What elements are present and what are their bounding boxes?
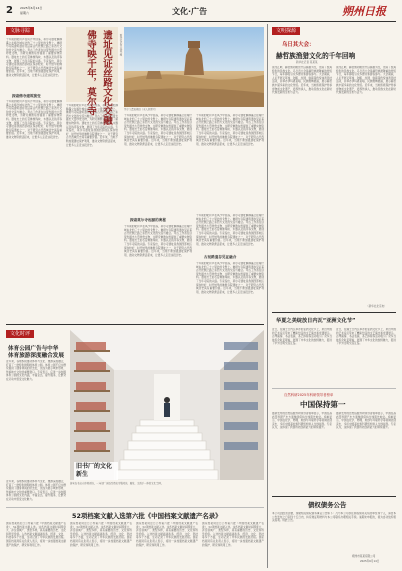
subhead-middle-2: 古丝路遗存见证融合 xyxy=(204,255,237,259)
ruins-photo-caption: 莫尔寺遗址佛塔（无人机照片） xyxy=(124,108,158,111)
bookstore-staircase-image xyxy=(70,330,264,480)
notice-text: 本公司因经营需要，现就相关债权债务事宜公告如下：凡与本公司存在债权债务关系的单位和个人，请自本公告发布之日起四十五日内，持有效证明材料与本公司联系办理相关手续。逾期未申报的，视为自动放弃相关权利。特此公告。 xyxy=(272,512,396,523)
issue-date: 2025年6月14日 xyxy=(20,6,43,10)
feature-headline-col1: 遗址见证丝路文化交融 xyxy=(101,30,112,125)
right-mid-headline: 华夏之美绽放日内瓦“亚洲文化节” xyxy=(276,318,356,324)
right-lower-kicker: 自然科研2025年科研领导者榜单 xyxy=(284,393,334,397)
section-tag-left-bottom: 文化时评 xyxy=(6,330,34,338)
left-bottom-headline-2: 体育旅游深度融合发展 xyxy=(8,353,64,359)
library-photo xyxy=(70,330,264,480)
left-bottom-headline-1: 体育公园广告与中华 xyxy=(8,346,59,352)
notice-signature: 朔州市某某有限公司 xyxy=(352,555,376,558)
right-lower-headline: 中国保持第一 xyxy=(300,400,346,409)
library-photo-caption: 游客在书店内参观阅读，一座旧厂房经改造成为集阅读、展览、文创于一体的文化空间。 xyxy=(70,482,164,485)
subhead-middle-1: 探索莫尔寺起源的奥秘 xyxy=(130,218,166,222)
header-rule xyxy=(6,21,396,22)
left-bottom-text-2: 近年来，各地积极推动体育与文化、旅游深度融合，打造了一批特色鲜明的体育公园。体育公园不仅为群众提供了健身休闲的好去处，也成为展示城市形象、传承地方文化的重要窗口。专家表示，应进一步挖掘体育公园的文化内涵，丰富业态，提升服务，让群众在运动中感受文化魅力。 xyxy=(6,480,66,501)
newspaper-logo: 朔州日报 xyxy=(342,5,386,18)
page-header xyxy=(0,0,402,22)
middle-column-text-2: 千年前的驼铃声在风沙中回荡，莫尔寺遗址静静矗立在喀什城东北约三十公里处的戈壁上。佛塔与寺院建筑遗存见证着古代丝绸之路上东西方文化的交流与融合。考古工作者在这里发掘出大量珍贵文物，为研究佛教东传提供了重要实物资料。遗址出土的石膏佛像残块、木器以及钱币等文物，展现了当年寺院的兴盛。专家指出，莫尔寺遗址是我国西部地区保存较好、时代较早的佛教寺院遗址之一，对于研究古代西域历史具有重要价值。近年来，当地不断加强遗址保护利用，推动文物资源活起来，让更多人走近这段历史。 xyxy=(196,114,264,146)
bottom-article-text-3: 国家档案局近日公布第六批《中国档案文献遗产名录》，52项档案文献入选。这些档案文献时间跨度大、涉及领域广、类型多样，具有重要的历史、文化和科学价值。入选档案文献涵盖政务、经济、文化、科技等多个方面，生动记录了中华民族的发展历程。国家档案局有关负责人表示，将进一步加强档案文献遗产的保护、研究和利用工作。 xyxy=(136,522,198,547)
right-divider-2 xyxy=(272,388,396,389)
right-top-text-1: 黑龙江畔，赫哲族同胞世代以渔猎为生，创造了独具特色的民族文化。乌日贡大会是赫哲族最隆重的传统节日，每年都吸引众多群众和游客参与。大会期间，人们开展叉草球、划船、拉网、射箭等传统体育竞技活动，并举办伊玛堪说唱、民族歌舞展演，展示赫哲族丰富多彩的文化传统。近年来，当地积极保护传承非物质文化遗产，培养传承人，推动民族文化在新时代焕发新的生机与活力。 xyxy=(272,66,332,95)
left-section-divider xyxy=(6,324,264,325)
ruins-photo xyxy=(124,27,264,107)
subhead-left-1: 探索佛寺建筑演变 xyxy=(12,94,41,98)
left-column-text-2: 千年前的驼铃声在风沙中回荡，莫尔寺遗址静静矗立在喀什城东北约三十公里处的戈壁上。佛塔与寺院建筑遗存见证着古代丝绸之路上东西方文化的交流与融合。考古工作者在这里发掘出大量珍贵文物，为研究佛教东传提供了重要实物资料。遗址出土的石膏佛像残块、木器以及钱币等文物，展现了当年寺院的兴盛。专家指出，莫尔寺遗址是我国西部地区保存较好、时代较早的佛教寺院遗址之一，对于研究古代西域历史具有重要价值。近年来，当地不断加强遗址保护利用，推动文物资源活起来，让更多人走近这段历史。 xyxy=(6,100,62,139)
middle-column-text-1: 千年前的驼铃声在风沙中回荡，莫尔寺遗址静静矗立在喀什城东北约三十公里处的戈壁上。佛塔与寺院建筑遗存见证着古代丝绸之路上东西方文化的交流与融合。考古工作者在这里发掘出大量珍贵文物，为研究佛教东传提供了重要实物资料。遗址出土的石膏佛像残块、木器以及钱币等文物，展现了当年寺院的兴盛。专家指出，莫尔寺遗址是我国西部地区保存较好、时代较早的佛教寺院遗址之一，对于研究古代西域历史具有重要价值。近年来，当地不断加强遗址保护利用，推动文物资源活起来，让更多人走近这段历史。 xyxy=(124,114,192,146)
right-top-byline: 新华社记者 某某某 xyxy=(296,61,318,64)
feature-headline-col2: 佛寺映千年，莫尔寺 xyxy=(85,30,96,116)
right-top-headline-2: 赫哲族渔猎文化的千年回响 xyxy=(276,52,356,60)
left-column-text: 千年前的驼铃声在风沙中回荡，莫尔寺遗址静静矗立在喀什城东北约三十公里处的戈壁上。佛塔与寺院建筑遗存见证着古代丝绸之路上东西方文化的交流与融合。考古工作者在这里发掘出大量珍贵文物，为研究佛教东传提供了重要实物资料。遗址出土的石膏佛像残块、木器以及钱币等文物，展现了当年寺院的兴盛。专家指出，莫尔寺遗址是我国西部地区保存较好、时代较早的佛教寺院遗址之一，对于研究古代西域历史具有重要价值。近年来，当地不断加强遗址保护利用，推动文物资源活起来，让更多人走近这段历史。 xyxy=(6,38,62,77)
library-photo-title: 旧书厂的文化新生 xyxy=(74,462,118,480)
desert-ruins-image xyxy=(124,27,264,107)
right-divider-3 xyxy=(272,496,396,497)
section-title: 文化·广告 xyxy=(172,7,208,16)
right-divider-1 xyxy=(272,312,396,313)
bottom-article-headline: 52项档案文献入选第六批《中国档案文献遗产名录》 xyxy=(72,512,222,520)
notice-headline: 债权债务公告 xyxy=(308,501,347,509)
middle-column-text-5: 千年前的驼铃声在风沙中回荡，莫尔寺遗址静静矗立在喀什城东北约三十公里处的戈壁上。佛塔与寺院建筑遗存见证着古代丝绸之路上东西方文化的交流与融合。考古工作者在这里发掘出大量珍贵文物，为研究佛教东传提供了重要实物资料。遗址出土的石膏佛像残块、木器以及钱币等文物，展现了当年寺院的兴盛。专家指出，莫尔寺遗址是我国西部地区保存较好、时代较早的佛教寺院遗址之一，对于研究古代西域历史具有重要价值。近年来，当地不断加强遗址保护利用，推动文物资源活起来，让更多人走近这段历史。 xyxy=(196,262,264,294)
right-top-text-2: 黑龙江畔，赫哲族同胞世代以渔猎为生，创造了独具特色的民族文化。乌日贡大会是赫哲族最隆重的传统节日，每年都吸引众多群众和游客参与。大会期间，人们开展叉草球、划船、拉网、射箭等传统体育竞技活动，并举办伊玛堪说唱、民族歌舞展演，展示赫哲族丰富多彩的文化传统。近年来，当地积极保护传承非物质文化遗产，培养传承人，推动民族文化在新时代焕发新的生机与活力。 xyxy=(336,66,396,95)
middle-column-text-4: 千年前的驼铃声在风沙中回荡，莫尔寺遗址静静矗立在喀什城东北约三十公里处的戈壁上。佛塔与寺院建筑遗存见证着古代丝绸之路上东西方文化的交流与融合。考古工作者在这里发掘出大量珍贵文物，为研究佛教东传提供了重要实物资料。遗址出土的石膏佛像残块、木器以及钱币等文物，展现了当年寺院的兴盛。专家指出，莫尔寺遗址是我国西部地区保存较好、时代较早的佛教寺院遗址之一，对于研究古代西域历史具有重要价值。近年来，当地不断加强遗址保护利用，推动文物资源活起来，让更多人走近这段历史。 xyxy=(196,214,264,246)
notice-date: 2025年6月14日 xyxy=(360,560,380,563)
right-top-source: （新华社北京电） xyxy=(366,305,387,308)
bottom-article-divider xyxy=(6,507,264,508)
bottom-article-text-2: 国家档案局近日公布第六批《中国档案文献遗产名录》，52项档案文献入选。这些档案文献时间跨度大、涉及领域广、类型多样，具有重要的历史、文化和科学价值。入选档案文献涵盖政务、经济、文化、科技等多个方面，生动记录了中华民族的发展历程。国家档案局有关负责人表示，将进一步加强档案文献遗产的保护、研究和利用工作。 xyxy=(70,522,132,547)
left-bottom-text-1: 近年来，各地积极推动体育与文化、旅游深度融合，打造了一批特色鲜明的体育公园。体育公园不仅为群众提供了健身休闲的好去处，也成为展示城市形象、传承地方文化的重要窗口。专家表示，应进一步挖掘体育公园的文化内涵，丰富业态，提升服务，让群众在运动中感受文化魅力。 xyxy=(6,360,66,381)
page-number: 2 xyxy=(6,5,13,16)
right-lower-text-1: 最新发布的自然指数科研领导者榜单显示，中国在高质量科研产出方面继续保持全球领先地位。榜单显示，中国在化学、物理、地球与环境科学等领域表现突出，多所中国高校和科研机构进入全球前列。专家认为，这体现了我国科技创新能力的持续提升。 xyxy=(272,412,332,430)
right-mid-text-2: 近日，在瑞士日内瓦举办的亚洲文化节上，来自中国的艺术家们带来了精彩纷呈的文艺演出和非遗展示。古琴演奏、书法表演、茶艺体验等活动吸引了众多当地民众驻足观看，展现了中华文化的独特魅力，促进了中外文明交流互鉴。 xyxy=(336,328,396,346)
bottom-article-text-1: 国家档案局近日公布第六批《中国档案文献遗产名录》，52项档案文献入选。这些档案文献时间跨度大、涉及领域广、类型多样，具有重要的历史、文化和科学价值。入选档案文献涵盖政务、经济、文化、科技等多个方面，生动记录了中华民族的发展历程。国家档案局有关负责人表示，将进一步加强档案文献遗产的保护、研究和利用工作。 xyxy=(6,522,66,547)
issue-weekday: 星期六 xyxy=(20,11,30,15)
bottom-article-text-4: 国家档案局近日公布第六批《中国档案文献遗产名录》，52项档案文献入选。这些档案文献时间跨度大、涉及领域广、类型多样，具有重要的历史、文化和科学价值。入选档案文献涵盖政务、经济、文化、科技等多个方面，生动记录了中华民族的发展历程。国家档案局有关负责人表示，将进一步加强档案文献遗产的保护、研究和利用工作。 xyxy=(202,522,264,547)
right-mid-text-1: 近日，在瑞士日内瓦举办的亚洲文化节上，来自中国的艺术家们带来了精彩纷呈的文艺演出和非遗展示。古琴演奏、书法表演、茶艺体验等活动吸引了众多当地民众驻足观看，展现了中华文化的独特魅力，促进了中外文明交流互鉴。 xyxy=(272,328,332,346)
right-lower-text-2: 最新发布的自然指数科研领导者榜单显示，中国在高质量科研产出方面继续保持全球领先地位。榜单显示，中国在化学、物理、地球与环境科学等领域表现突出，多所中国高校和科研机构进入全球前列。专家认为，这体现了我国科技创新能力的持续提升。 xyxy=(336,412,396,430)
feature-byline: 新华社记者 某某 摄 xyxy=(119,34,122,56)
main-column-separator xyxy=(267,24,268,568)
section-tag-left: 文脉寻踪 xyxy=(6,27,34,35)
right-top-headline-1: 乌日其大会： xyxy=(282,42,315,48)
section-tag-right: 文明探源 xyxy=(272,27,300,35)
left-second-column-text: 千年前的驼铃声在风沙中回荡，莫尔寺遗址静静矗立在喀什城东北约三十公里处的戈壁上。佛塔与寺院建筑遗存见证着古代丝绸之路上东西方文化的交流与融合。考古工作者在这里发掘出大量珍贵文物，为研究佛教东传提供了重要实物资料。遗址出土的石膏佛像残块、木器以及钱币等文物，展现了当年寺院的兴盛。专家指出，莫尔寺遗址是我国西部地区保存较好、时代较早的佛教寺院遗址之一，对于研究古代西域历史具有重要价值。近年来，当地不断加强遗址保护利用，推动文物资源活起来，让更多人走近这段历史。 xyxy=(66,104,118,147)
middle-column-text-3: 千年前的驼铃声在风沙中回荡，莫尔寺遗址静静矗立在喀什城东北约三十公里处的戈壁上。佛塔与寺院建筑遗存见证着古代丝绸之路上东西方文化的交流与融合。考古工作者在这里发掘出大量珍贵文物，为研究佛教东传提供了重要实物资料。遗址出土的石膏佛像残块、木器以及钱币等文物，展现了当年寺院的兴盛。专家指出，莫尔寺遗址是我国西部地区保存较好、时代较早的佛教寺院遗址之一，对于研究古代西域历史具有重要价值。近年来，当地不断加强遗址保护利用，推动文物资源活起来，让更多人走近这段历史。 xyxy=(124,225,192,257)
